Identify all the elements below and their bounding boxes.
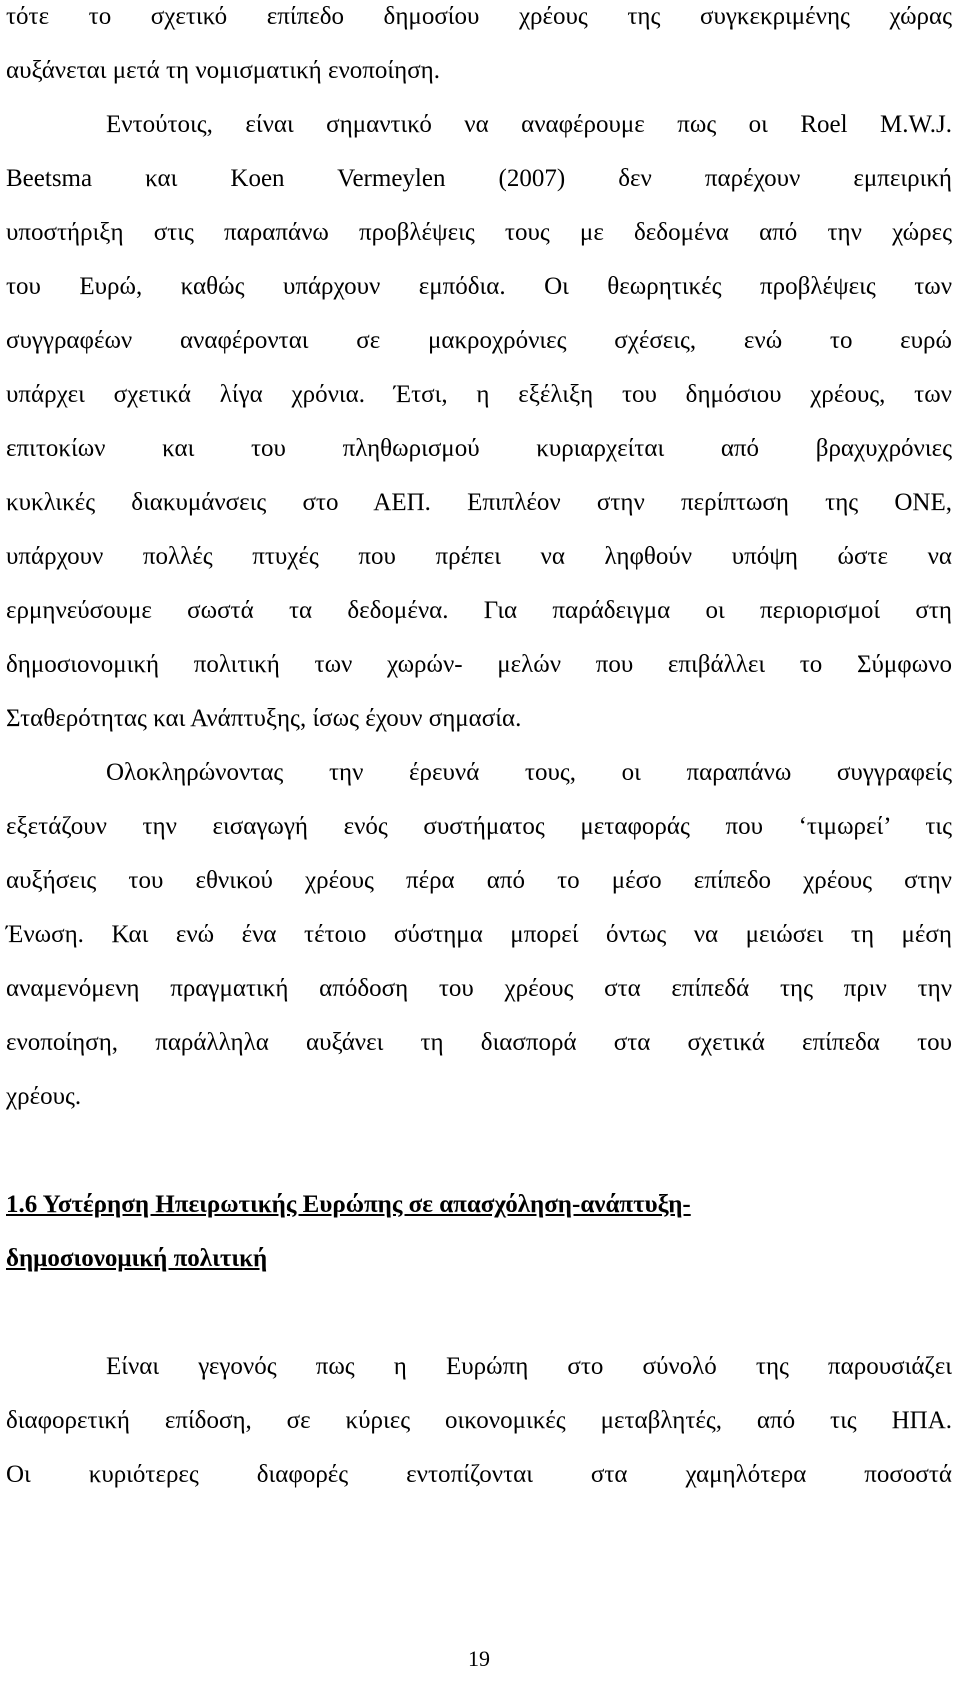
paragraph-3-line-5: αναμενόμενη πραγματική απόδοση του χρέους στα επίπεδά της πριν την [6, 975, 952, 1002]
paragraph-2-line-1: Εντούτοις, είναι σημαντικό να αναφέρουμε πως οι Roel M.W.J. [106, 111, 952, 138]
paragraph-2-line-11: δημοσιονομική πολιτική των χωρών- μελών που επιβάλλει το Σύμφωνο [6, 651, 952, 678]
paragraph-3-line-1: Ολοκληρώνοντας την έρευνά τους, οι παραπάνω συγγραφείς [106, 759, 952, 786]
paragraph-2-line-3: υποστήριξη στις παραπάνω προβλέψεις τους με δεδομένα από την χώρες [6, 219, 952, 246]
page-number: 19 [468, 1646, 490, 1671]
paragraph-3-line-3: αυξήσεις του εθνικού χρέους πέρα από το μέσο επίπεδο χρέους στην [6, 867, 952, 894]
paragraph-2-line-6: υπάρχει σχετικά λίγα χρόνια. Έτσι, η εξέλιξη του δημόσιου χρέους, των [6, 381, 952, 408]
section-heading-line-2: δημοσιονομική πολιτική [6, 1245, 268, 1272]
paragraph-3-line-2: εξετάζουν την εισαγωγή ενός συστήματος μεταφοράς που ‘τιμωρεί’ τις [6, 813, 952, 840]
paragraph-4-line-1: Είναι γεγονός πως η Ευρώπη στο σύνολό της παρουσιάζει [106, 1353, 952, 1380]
paragraph-4-line-3: Οι κυριότερες διαφορές εντοπίζονται στα χαμηλότερα ποσοστά [6, 1461, 952, 1488]
paragraph-2-line-10: ερμηνεύσουμε σωστά τα δεδομένα. Για παράδειγμα οι περιορισμοί στη [6, 597, 952, 624]
paragraph-1-line-1: τότε το σχετικό επίπεδο δημοσίου χρέους της συγκεκριμένης χώρας [6, 3, 952, 30]
paragraph-2-line-4: του Ευρώ, καθώς υπάρχουν εμπόδια. Οι θεωρητικές προβλέψεις των [6, 273, 952, 300]
paragraph-4-line-2: διαφορετική επίδοση, σε κύριες οικονομικές μεταβλητές, από τις ΗΠΑ. [6, 1407, 952, 1434]
paragraph-2-line-12: Σταθερότητας και Ανάπτυξης, ίσως έχουν σημασία. [6, 705, 522, 732]
paragraph-3-line-4: Ένωση. Και ενώ ένα τέτοιο σύστημα μπορεί όντως να μειώσει τη μέση [6, 921, 952, 948]
paragraph-2-line-7: επιτοκίων και του πληθωρισμού κυριαρχείται από βραχυχρόνιες [6, 435, 952, 462]
paragraph-2-line-2: Beetsma και Koen Vermeylen (2007) δεν παρέχουν εμπειρική [6, 165, 952, 192]
paragraph-2-line-8: κυκλικές διακυμάνσεις στο ΑΕΠ. Επιπλέον στην περίπτωση της ΟΝΕ, [6, 489, 952, 516]
paragraph-2-line-5: συγγραφέων αναφέρονται σε μακροχρόνιες σχέσεις, ενώ το ευρώ [6, 327, 952, 354]
paragraph-1-line-2: αυξάνεται μετά τη νομισματική ενοποίηση. [6, 57, 441, 84]
paragraph-3-line-6: ενοποίηση, παράλληλα αυξάνει τη διασπορά στα σχετικά επίπεδα του [6, 1029, 952, 1056]
section-heading-line-1: 1.6 Υστέρηση Ηπειρωτικής Ευρώπης σε απασχόληση-ανάπτυξη- [6, 1191, 691, 1218]
paragraph-2-line-9: υπάρχουν πολλές πτυχές που πρέπει να ληφθούν υπόψη ώστε να [6, 543, 952, 570]
paragraph-3-line-7: χρέους. [6, 1083, 82, 1110]
